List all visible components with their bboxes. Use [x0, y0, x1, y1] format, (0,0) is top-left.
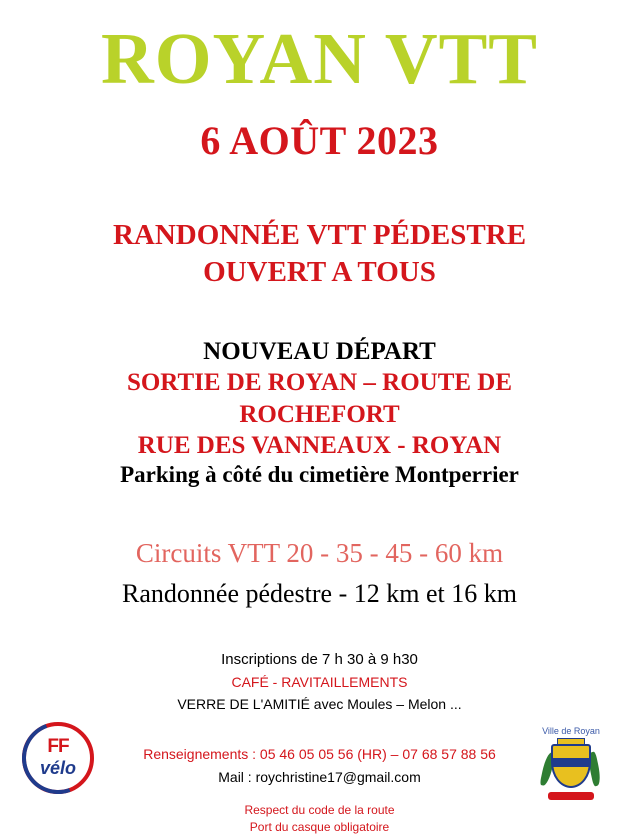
departure-line-sortie: SORTIE DE ROYAN – ROUTE DE: [126, 369, 513, 397]
crest-shield-band: [553, 758, 589, 767]
footer-note-casque: Port du casque obligatoire: [249, 820, 390, 835]
footer-note-code-route: Respect du code de la route: [244, 803, 395, 818]
mail-address-link[interactable]: roychristine17@gmail.com: [255, 768, 421, 785]
verre-amitie-text: VERRE DE L'AMITIÉ avec Moules – Melon ...: [177, 695, 462, 712]
ffvelo-logo: [22, 722, 94, 794]
event-date: 6 AOÛT 2023: [200, 118, 439, 163]
headline-line-1: RANDONNÉE VTT PÉDESTRE: [112, 219, 527, 251]
inscriptions-text: Inscriptions de 7 h 30 à 9 h30: [221, 651, 418, 669]
headline-line-2: OUVERT A TOUS: [203, 256, 436, 289]
renseignements-text: Renseignements : 05 46 05 05 56 (HR) – 07 68 57 88 56: [143, 746, 496, 763]
circuits-vtt-text: Circuits VTT 20 - 35 - 45 - 60 km: [135, 537, 504, 568]
departure-line-rue: RUE DES VANNEAUX - ROYAN: [137, 431, 502, 459]
cafe-ravitaillements-text: CAFÉ - RAVITAILLEMENTS: [231, 673, 408, 690]
departure-block: [14, 336, 625, 490]
event-headline: [14, 217, 625, 291]
departure-line-nouveau: NOUVEAU DÉPART: [203, 338, 436, 366]
ffvelo-velo-text: vélo: [39, 758, 77, 778]
info-block: [14, 649, 625, 715]
coat-of-arms-icon: [544, 738, 598, 800]
page-title: ROYAN VTT: [101, 18, 538, 99]
departure-line-parking: Parking à côté du cimetière Montperrier: [120, 462, 519, 488]
ffvelo-ff-text: FF: [47, 736, 69, 757]
ville-de-royan-logo: [525, 726, 617, 800]
poster-page: [0, 18, 639, 835]
mail-label: Mail :: [218, 768, 256, 785]
crest-ribbon: [548, 792, 594, 800]
departure-line-rochefort: ROCHEFORT: [239, 400, 400, 428]
randonnee-pedestre-text: Randonnée pédestre - 12 km et 16 km: [122, 579, 517, 609]
footer-notes: [14, 802, 625, 837]
crest-label: Ville de Royan: [542, 726, 600, 736]
